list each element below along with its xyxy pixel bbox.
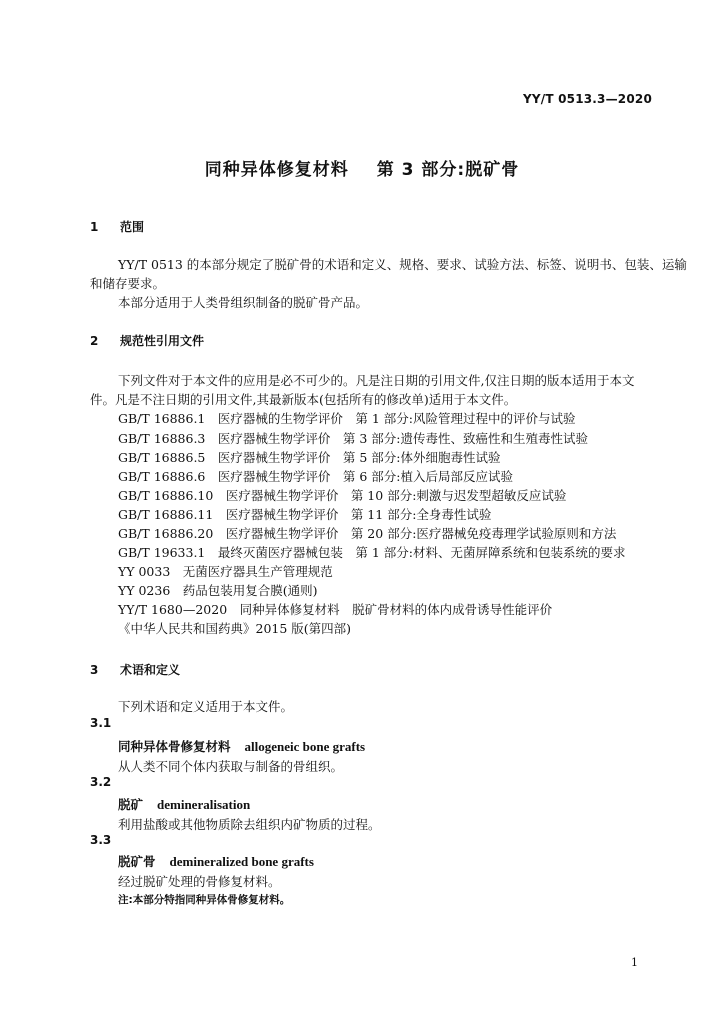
term-definition: 从人类不同个体内获取与制备的骨组织。 <box>118 759 344 774</box>
reference-item: GB/T 16886.6 医疗器械生物学评价 第 6 部分:植入后局部反应试验 <box>118 469 513 484</box>
term-name <box>118 795 250 813</box>
term-name-en: demineralized bone grafts <box>169 854 314 869</box>
term-name-en: demineralisation <box>157 797 251 812</box>
reference-item: GB/T 19633.1 最终灭菌医疗器械包装 第 1 部分:材料、无菌屏障系统和包装系统的要求 <box>118 545 626 560</box>
reference-item: 《中华人民共和国药典》2015 版(第四部) <box>118 621 352 636</box>
section-1-para2: 本部分适用于人类骨组织制备的脱矿骨产品。 <box>118 295 369 310</box>
section-number: 3 <box>90 663 99 677</box>
term-name-zh: 脱矿 <box>118 797 144 812</box>
term-name-en: allogeneic bone grafts <box>244 739 366 754</box>
section-1-para1-line2: 和储存要求。 <box>90 276 166 291</box>
term-number: 3.1 <box>90 716 112 730</box>
reference-item: YY/T 1680—2020 同种异体修复材料 脱矿骨材料的体内成骨诱导性能评价 <box>118 602 553 617</box>
section-number: 1 <box>90 220 99 234</box>
section-title: 术语和定义 <box>120 663 181 677</box>
term-name <box>118 852 314 870</box>
section-2-intro-line2: 件。凡是不注日期的引用文件,其最新版本(包括所有的修改单)适用于本文件。 <box>90 392 517 407</box>
section-2-heading <box>90 332 204 349</box>
section-1-heading <box>90 218 144 235</box>
reference-item: YY 0236 药品包装用复合膜(通则) <box>118 583 318 598</box>
title-part2: 第 3 部分:脱矿骨 <box>376 160 520 180</box>
title-part1: 同种异体修复材料 <box>204 160 349 180</box>
term-number: 3.3 <box>90 833 112 847</box>
reference-item: GB/T 16886.3 医疗器械生物学评价 第 3 部分:遗传毒性、致癌性和生殖毒性试验 <box>118 431 588 446</box>
term-name-zh: 同种异体骨修复材料 <box>118 739 231 754</box>
term-name-zh: 脱矿骨 <box>118 854 156 869</box>
reference-item: GB/T 16886.11 医疗器械生物学评价 第 11 部分:全身毒性试验 <box>118 507 492 522</box>
reference-item: GB/T 16886.1 医疗器械的生物学评价 第 1 部分:风险管理过程中的评价与试验 <box>118 411 576 426</box>
reference-item: GB/T 16886.5 医疗器械生物学评价 第 5 部分:体外细胞毒性试验 <box>118 450 501 465</box>
reference-item: GB/T 16886.20 医疗器械生物学评价 第 20 部分:医疗器械免疫毒理学试验原则和方法 <box>118 526 617 541</box>
term-name <box>118 737 365 755</box>
section-2-intro-line1: 下列文件对于本文件的应用是必不可少的。凡是注日期的引用文件,仅注日期的版本适用于本文 <box>118 373 635 388</box>
section-1-para1-line1: YY/T 0513 的本部分规定了脱矿骨的术语和定义、规格、要求、试验方法、标签、说明书、包装、运输 <box>118 257 687 272</box>
section-title: 范围 <box>120 220 145 234</box>
section-3-heading <box>90 661 180 678</box>
note: 注:本部分特指同种异体骨修复材料。 <box>118 894 291 906</box>
standard-id: YY/T 0513.3—2020 <box>522 92 652 106</box>
section-number: 2 <box>90 334 99 348</box>
section-title: 规范性引用文件 <box>120 334 205 348</box>
term-number: 3.2 <box>90 775 112 789</box>
reference-item: GB/T 16886.10 医疗器械生物学评价 第 10 部分:刺激与迟发型超敏反应试验 <box>118 488 567 503</box>
section-3-intro: 下列术语和定义适用于本文件。 <box>118 699 294 714</box>
term-definition: 利用盐酸或其他物质除去组织内矿物质的过程。 <box>118 817 381 832</box>
reference-item: YY 0033 无菌医疗器具生产管理规范 <box>118 564 333 579</box>
document-title <box>0 155 724 180</box>
term-definition: 经过脱矿处理的骨修复材料。 <box>118 874 281 889</box>
page-number: 1 <box>631 956 638 969</box>
